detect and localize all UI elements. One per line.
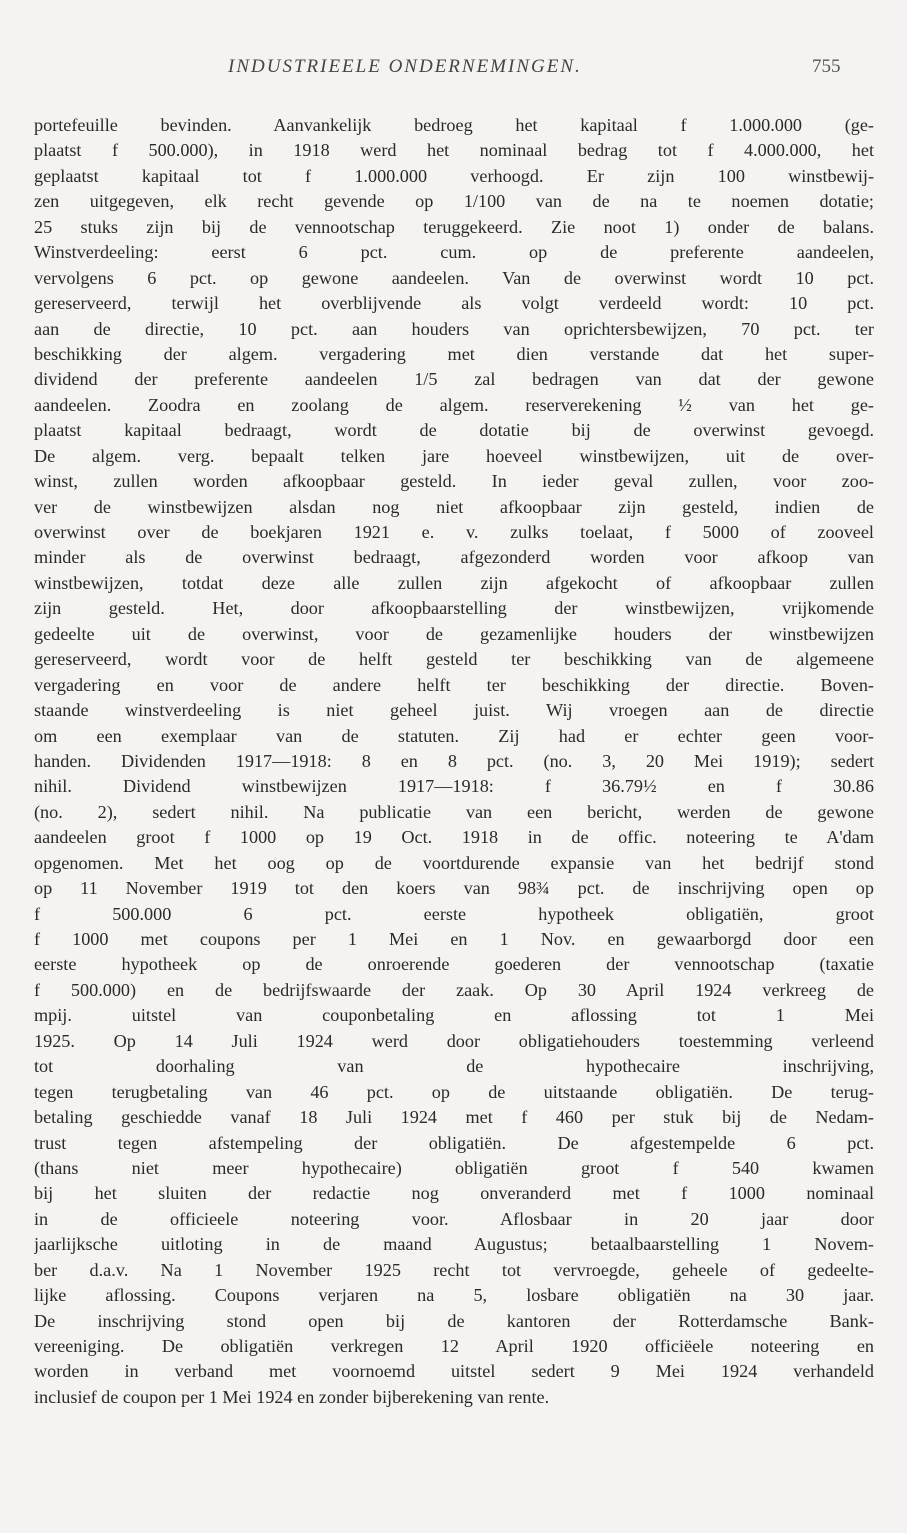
page-header [0,56,907,86]
text-line: betaling geschiedde vanaf 18 Juli 1924 met f 460 per stuk bij de Nedam- [34,1107,874,1128]
running-title: INDUSTRIEELE ONDERNEMINGEN. [228,56,582,77]
body-text [34,113,874,1410]
text-line: portefeuille bevinden. Aanvankelijk bedroeg het kapitaal f 1.000.000 (ge- [34,115,874,135]
page-number: 755 [812,56,841,77]
text-line: plaatst f 500.000), in 1918 werd het nominaal bedrag tot f 4.000.000, het [34,140,874,161]
text-line: bij het sluiten der redactie nog onveranderd met f 1000 nominaal [34,1183,874,1204]
text-line: f 1000 met coupons per 1 Mei en 1 Nov. en gewaarborgd door een [34,929,874,949]
text-line: ber d.a.v. Na 1 November 1925 recht tot vervroegde, geheele of gedeelte- [34,1259,874,1280]
text-line: nihil. Dividend winstbewijzen 1917—1918: f 36.79½ en f 30.86 [34,776,874,797]
text-line: lijke aflossing. Coupons verjaren na 5, losbare obligatiën na 30 jaar. [34,1285,874,1306]
text-line: aan de directie, 10 pct. aan houders van oprichtersbewijzen, 70 pct. ter [34,318,874,339]
text-line: tot doorhaling van de hypothecaire inschrijving, [34,1056,874,1077]
text-line: zen uitgegeven, elk recht gevende op 1/100 van de na te noemen dotatie; [34,191,874,212]
text-line: winst, zullen worden afkoopbaar gesteld. In ieder geval zullen, voor zoo- [34,471,874,492]
text-line: geplaatst kapitaal tot f 1.000.000 verhoogd. Er zijn 100 winstbewij- [34,165,874,186]
text-line: gereserveerd, wordt voor de helft gesteld ter beschikking van de algemeene [34,649,874,670]
text-line: aandeelen. Zoodra en zoolang de algem. reserverekening ½ van het ge- [34,394,874,415]
text-line: op 11 November 1919 tot den koers van 98¾ pct. de inschrijving open op [34,878,874,899]
text-line: vervolgens 6 pct. op gewone aandeelen. Van de overwinst wordt 10 pct. [34,267,874,288]
text-line: worden in verband met voornoemd uitstel sedert 9 Mei 1924 verhandeld [34,1361,874,1382]
text-line: jaarlijksche uitloting in de maand Augustus; betaalbaarstelling 1 Novem- [34,1234,874,1255]
text-line: vereeniging. De obligatiën verkregen 12 April 1920 officiëele noteering en [34,1336,874,1356]
text-line: De inschrijving stond open bij de kantoren der Rotterdamsche Bank- [34,1310,874,1331]
text-line: 1925. Op 14 Juli 1924 werd door obligatiehouders toestemming verleend [34,1030,874,1051]
text-line: gedeelte uit de overwinst, voor de gezamenlijke houders der winstbewijzen [34,623,874,644]
text-line: dividend der preferente aandeelen 1/5 zal bedragen van dat der gewone [34,369,874,390]
text-line: vergadering en voor de andere helft ter beschikking der directie. Boven- [34,674,874,695]
text-line: plaatst kapitaal bedraagt, wordt de dotatie bij de overwinst gevoegd. [34,420,874,441]
text-line: in de officieele noteering voor. Aflosbaar in 20 jaar door [34,1208,874,1229]
text-line: overwinst over de boekjaren 1921 e. v. zulks toelaat, f 5000 of zooveel [34,522,874,542]
text-line: f 500.000 6 pct. eerste hypotheek obligatiën, groot [34,903,874,924]
text-line: ver de winstbewijzen alsdan nog niet afkoopbaar zijn gesteld, indien de [34,496,874,517]
text-line: beschikking der algem. vergadering met dien verstande dat het super- [34,343,874,364]
text-line: handen. Dividenden 1917—1918: 8 en 8 pct. (no. 3, 20 Mei 1919); sedert [34,750,874,771]
text-line: minder als de overwinst bedraagt, afgezonderd worden voor afkoop van [34,547,874,568]
text-line: De algem. verg. bepaalt telken jare hoeveel winstbewijzen, uit de over- [34,445,874,466]
text-line: staande winstverdeeling is niet geheel juist. Wij vroegen aan de directie [34,700,874,721]
text-line: winstbewijzen, totdat deze alle zullen zijn afgekocht of afkoopbaar zullen [34,572,874,593]
text-line: gereserveerd, terwijl het overblijvende als volgt verdeeld wordt: 10 pct. [34,293,874,314]
text-line: zijn gesteld. Het, door afkoopbaarstelling der winstbewijzen, vrijkomende [34,598,874,619]
text-line: opgenomen. Met het oog op de voortdurende expansie van het bedrijf stond [34,852,874,873]
text-line: mpij. uitstel van couponbetaling en aflossing tot 1 Mei [34,1005,874,1026]
text-line: eerste hypotheek op de onroerende goederen der vennootschap (taxatie [34,954,874,975]
text-line: f 500.000) en de bedrijfswaarde der zaak. Op 30 April 1924 verkreeg de [34,979,874,1000]
text-line: inclusief de coupon per 1 Mei 1924 en zonder bijberekening van rente. [34,1386,550,1407]
text-line: trust tegen afstempeling der obligatiën. De afgestempelde 6 pct. [34,1132,874,1153]
text-line: aandeelen groot f 1000 op 19 Oct. 1918 in de offic. noteering te A'dam [34,827,874,848]
text-line: (thans niet meer hypothecaire) obligatiën groot f 540 kwamen [34,1157,874,1178]
text-line: (no. 2), sedert nihil. Na publicatie van een bericht, werden de gewone [34,801,874,822]
text-line: 25 stuks zijn bij de vennootschap teruggekeerd. Zie noot 1) onder de balans. [34,216,874,237]
text-line: tegen terugbetaling van 46 pct. op de uitstaande obligatiën. De terug- [34,1081,874,1102]
text-line: Winstverdeeling: eerst 6 pct. cum. op de preferente aandeelen, [34,242,874,263]
text-line: om een exemplaar van de statuten. Zij had er echter geen voor- [34,725,874,746]
